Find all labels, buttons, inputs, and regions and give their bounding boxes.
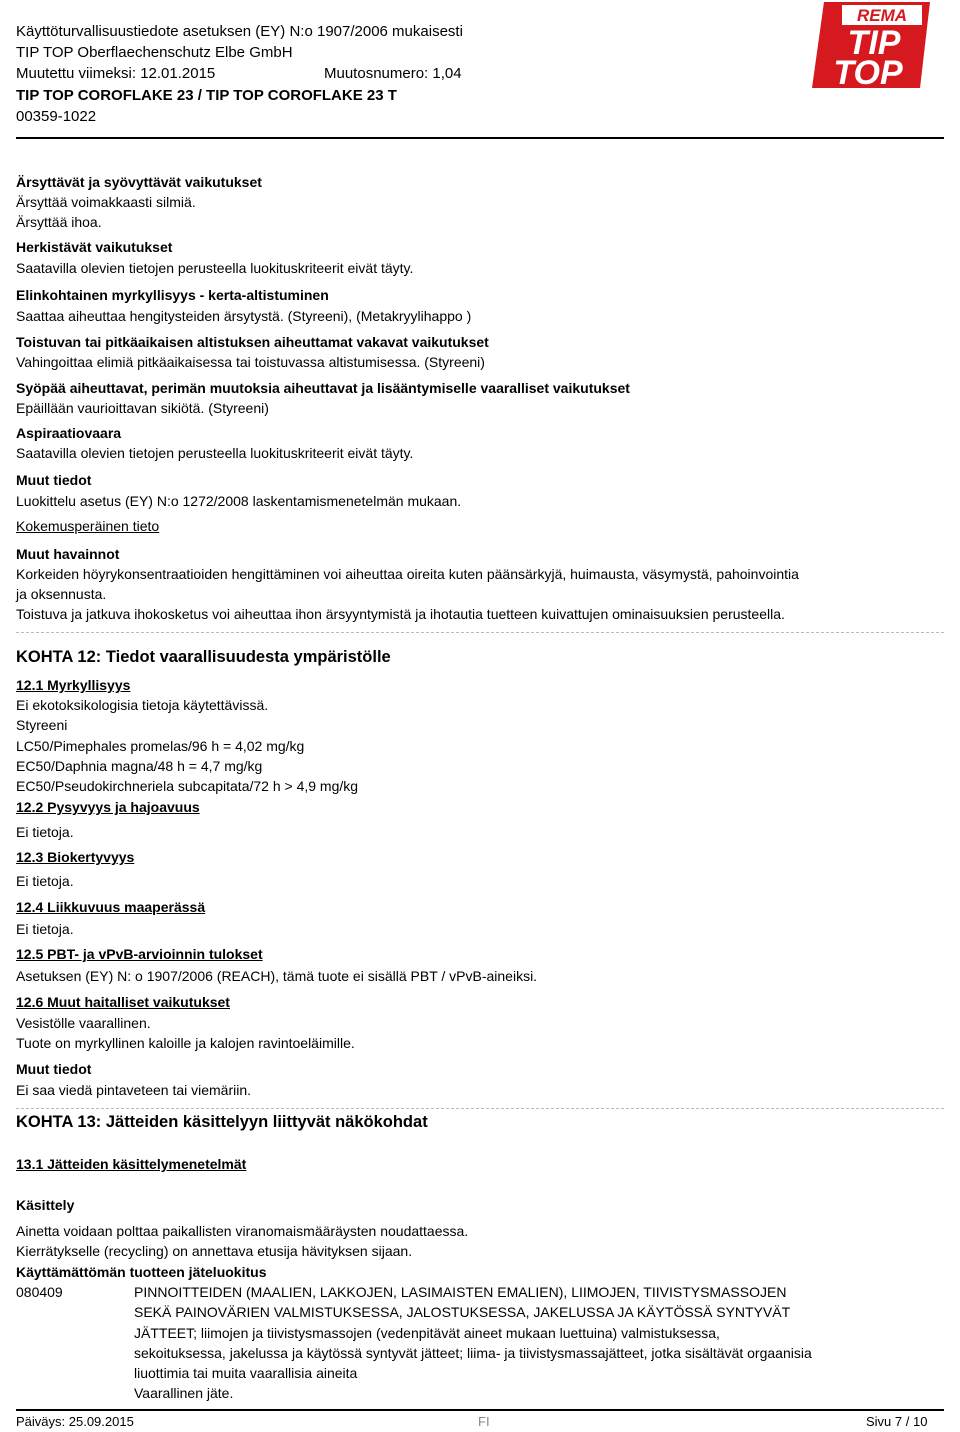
experience-heading: Kokemusperäinen tieto [16, 518, 160, 534]
s12-2-text: Ei tietoja. [16, 824, 74, 840]
observations-text-1: Korkeiden höyrykonsentraatioiden hengittäminen voi aiheuttaa oireita kuten päänsärkyjä, huimausta, väsymystä, pahoinvointia [16, 566, 799, 582]
observations-text-2: ja oksennusta. [16, 586, 107, 602]
section-13-title: KOHTA 13: Jätteiden käsittelyyn liittyvät näkökohdat [16, 1113, 428, 1131]
waste-classification-heading: Käyttämättömän tuotteen jäteluokitus [16, 1264, 267, 1280]
section-divider [16, 1108, 944, 1109]
handling-heading: Käsittely [16, 1197, 75, 1213]
s12-1-heading: 12.1 Myrkyllisyys [16, 677, 131, 693]
cmr-heading: Syöpää aiheuttavat, perimän muutoksia aiheuttavat ja lisääntymiselle vaaralliset vaikutukset [16, 380, 630, 396]
stot-single-heading: Elinkohtainen myrkyllisyys - kerta-altistuminen [16, 287, 329, 303]
s12-other-text: Ei saa viedä pintaveteen tai viemäriin. [16, 1082, 252, 1098]
s12-6-text-2: Tuote on myrkyllinen kaloille ja kalojen ravintoeläimille. [16, 1035, 355, 1051]
handling-text-1: Ainetta voidaan polttaa paikallisten viranomaismääräysten noudattaessa. [16, 1223, 469, 1239]
waste-code: 080409 [16, 1284, 63, 1300]
stot-single-text: Saattaa aiheuttaa hengitysteiden ärsytystä. (Styreeni), (Metakryylihappo ) [16, 308, 472, 324]
logo-text-top: TOP [833, 54, 903, 88]
sensitization-text: Saatavilla olevien tietojen perusteella luokituskriteerit eivät täyty. [16, 260, 414, 276]
s12-4-text: Ei tietoja. [16, 921, 74, 937]
header-company: TIP TOP Oberflaechenschutz Elbe GmbH [16, 44, 293, 61]
sensitization-heading: Herkistävät vaikutukset [16, 239, 173, 255]
s12-1-ec50-algae: EC50/Pseudokirchneriela subcapitata/72 h > 4,9 mg/kg [16, 778, 359, 794]
aspiration-heading: Aspiraatiovaara [16, 425, 122, 441]
logo-text-rema: REMA [856, 6, 908, 25]
observations-text-3: Toistuva ja jatkuva ihokosketus voi aiheuttaa ihon ärsyyntymistä ja ihotautia tuetteen kuivattujen ominaisuuksien perusteella. [16, 606, 785, 622]
s12-2-heading: 12.2 Pysyvyys ja hajoavuus [16, 799, 200, 815]
logo-text-tip: TIP [847, 24, 901, 62]
s12-5-heading: 12.5 PBT- ja vPvB-arvioinnin tulokset [16, 946, 263, 962]
footer-page-number: Sivu 7 / 10 [866, 1414, 928, 1429]
header-product-code: 00359-1022 [16, 108, 97, 125]
s12-6-heading: 12.6 Muut haitalliset vaikutukset [16, 994, 230, 1010]
footer-language: FI [478, 1414, 490, 1429]
section-12-title: KOHTA 12: Tiedot vaarallisuudesta ympäristölle [16, 648, 391, 666]
other-info-heading: Muut tiedot [16, 472, 92, 488]
header-product-name: TIP TOP COROFLAKE 23 / TIP TOP COROFLAKE 23 T [16, 87, 397, 104]
irritation-text-1: Ärsyttää voimakkaasti silmiä. [16, 194, 196, 210]
header-revision-number: Muutosnumero: 1,04 [324, 65, 462, 82]
cmr-text: Epäillään vaurioittavan sikiötä. (Styreeni) [16, 400, 269, 416]
s12-3-text: Ei tietoja. [16, 873, 74, 889]
waste-description-2: SEKÄ PAINOVÄRIEN VALMISTUKSESSA, JALOSTUKSESSA, JAKELUSSA JA KÄYTÖSSÄ SYNTYVÄT [134, 1304, 791, 1320]
s12-other-heading: Muut tiedot [16, 1061, 92, 1077]
footer-divider [16, 1409, 944, 1411]
header-title: Käyttöturvallisuustiedote asetuksen (EY) N:o 1907/2006 mukaisesti [16, 23, 463, 40]
waste-description-3: JÄTTEET; liimojen ja tiivistysmassojen (vedenpitävät aineet mukaan luettuina) valmistuksessa, [134, 1325, 720, 1341]
s12-5-text: Asetuksen (EY) N: o 1907/2006 (REACH), tämä tuote ei sisällä PBT / vPvB-aineiksi. [16, 968, 538, 984]
s13-1-heading: 13.1 Jätteiden käsittelymenetelmät [16, 1156, 247, 1172]
handling-text-2: Kierrätykselle (recycling) on annettava etusija hävityksen sijaan. [16, 1243, 413, 1259]
s12-1-ec50-daphnia: EC50/Daphnia magna/48 h = 4,7 mg/kg [16, 758, 263, 774]
irritation-text-2: Ärsyttää ihoa. [16, 214, 102, 230]
other-info-text: Luokittelu asetus (EY) N:o 1272/2008 laskentamismenetelmän mukaan. [16, 493, 462, 509]
header-revised-date: Muutettu viimeksi: 12.01.2015 [16, 65, 216, 82]
waste-description-4: sekoituksessa, jakelussa ja käytössä syntyvät jätteet; liima- ja tiivistysmassajätteet, jotka sisältävät orgaanisia [134, 1345, 812, 1361]
stot-repeated-heading: Toistuvan tai pitkäaikaisen altistuksen aiheuttamat vakavat vaikutukset [16, 334, 489, 350]
stot-repeated-text: Vahingoittaa elimiä pitkäaikaisessa tai toistuvassa altistumisessa. (Styreeni) [16, 354, 485, 370]
footer-date: Päiväys: 25.09.2015 [16, 1414, 134, 1429]
s12-1-text: Ei ekotoksikologisia tietoja käytettävissä. [16, 697, 269, 713]
s12-3-heading: 12.3 Biokertyvyys [16, 849, 135, 865]
section-divider [16, 632, 944, 633]
irritation-heading: Ärsyttävät ja syövyttävät vaikutukset [16, 174, 262, 190]
waste-description-6: Vaarallinen jäte. [134, 1385, 234, 1401]
observations-heading: Muut havainnot [16, 546, 120, 562]
s12-4-heading: 12.4 Liikkuvuus maaperässä [16, 899, 206, 915]
aspiration-text: Saatavilla olevien tietojen perusteella luokituskriteerit eivät täyty. [16, 445, 414, 461]
waste-description-1: PINNOITTEIDEN (MAALIEN, LAKKOJEN, LASIMAISTEN EMALIEN), LIIMOJEN, TIIVISTYSMASSOJEN [134, 1284, 787, 1300]
s12-1-substance: Styreeni [16, 717, 68, 733]
rema-tip-top-logo [812, 2, 930, 88]
s12-6-text-1: Vesistölle vaarallinen. [16, 1015, 151, 1031]
s12-1-lc50-fish: LC50/Pimephales promelas/96 h = 4,02 mg/kg [16, 738, 305, 754]
header-divider [16, 137, 944, 139]
waste-description-5: liuottimia tai muita vaarallisia aineita [134, 1365, 358, 1381]
